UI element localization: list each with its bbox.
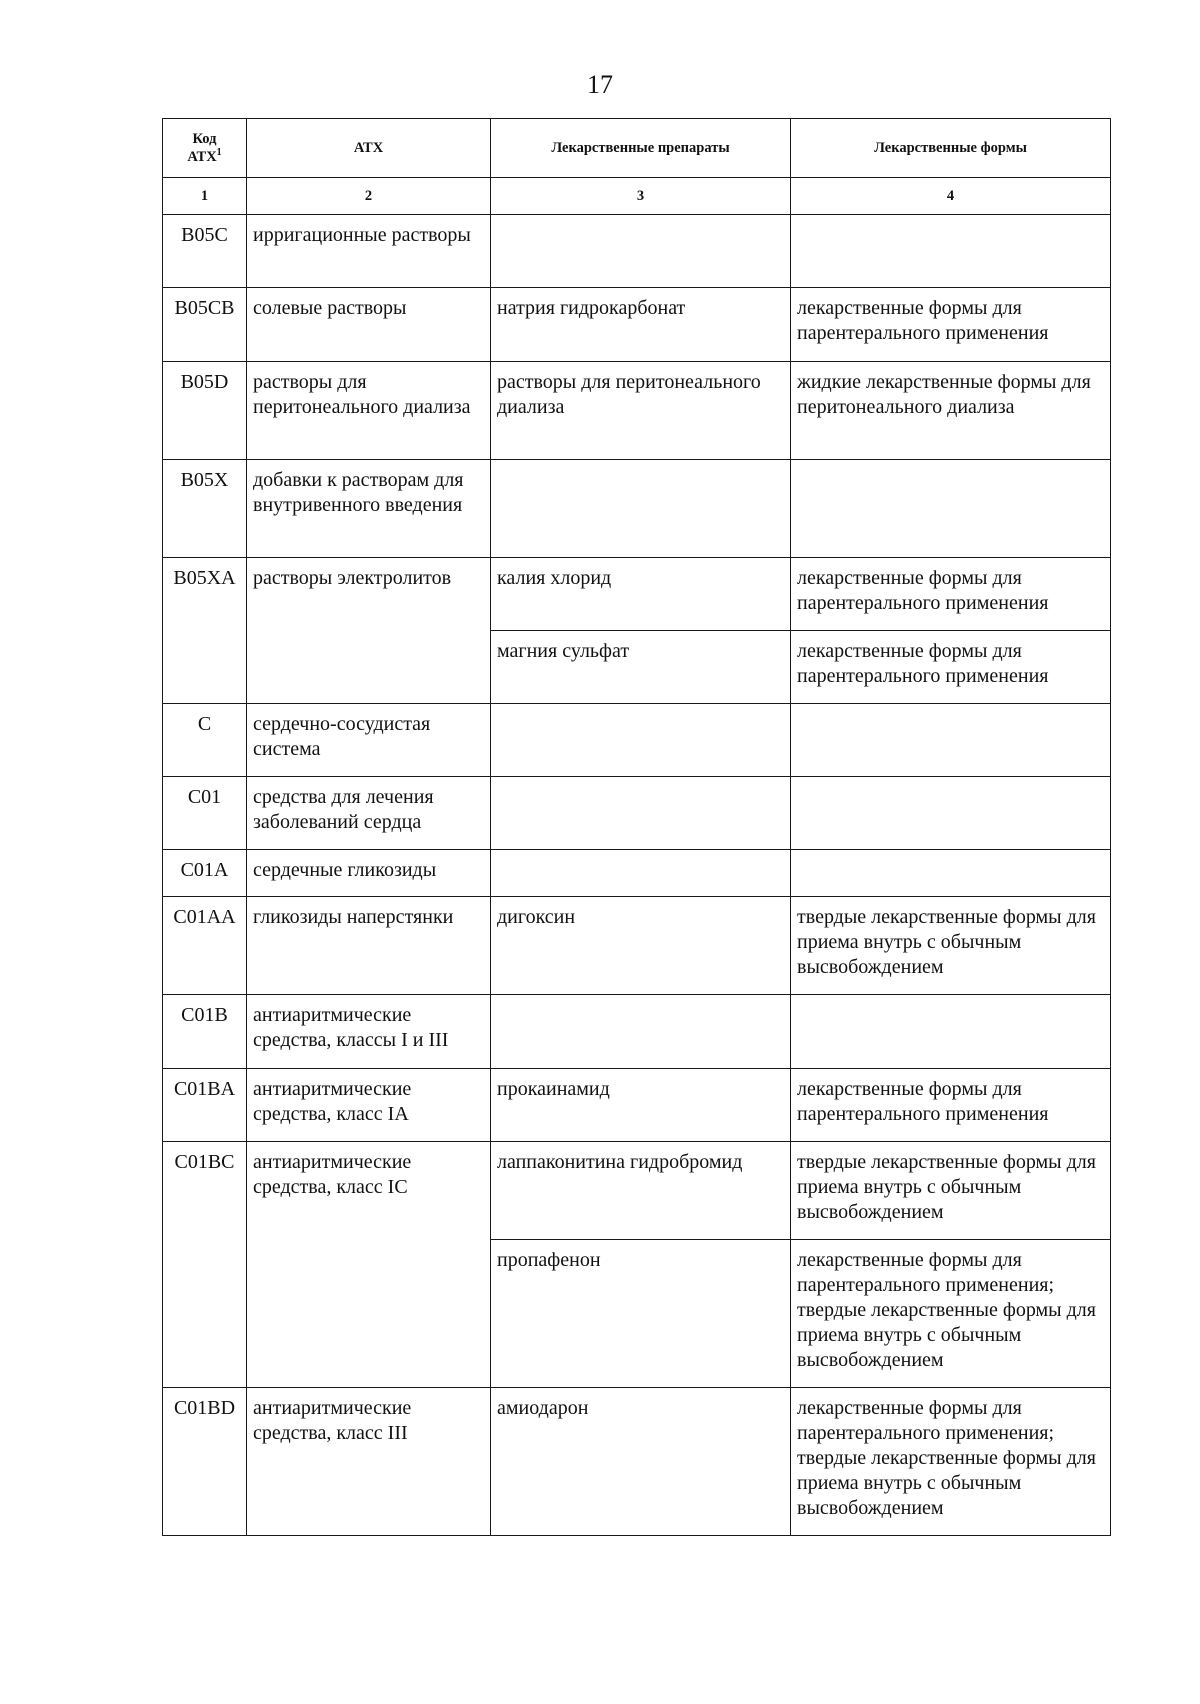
form-cell <box>791 777 1111 850</box>
column-number: 1 <box>163 178 247 215</box>
header-atc: АТХ <box>247 119 491 178</box>
table-row <box>163 850 1111 897</box>
atc-code-cell: C <box>163 704 247 777</box>
table-row <box>163 1069 1111 1142</box>
atc-code-cell: C01BA <box>163 1069 247 1142</box>
column-number: 2 <box>247 178 491 215</box>
atc-code-cell: C01B <box>163 995 247 1069</box>
form-cell: лекарственные формы для парентерального применения; твердые лекарственные формы для приема внутрь с обычным высвобождением <box>791 1388 1111 1536</box>
atc-code-cell: C01 <box>163 777 247 850</box>
drug-cell <box>491 995 791 1069</box>
drug-cell: амиодарон <box>491 1388 791 1536</box>
atc-code-cell: B05D <box>163 362 247 460</box>
form-cell: твердые лекарственные формы для приема внутрь с обычным высвобождением <box>791 1142 1111 1240</box>
form-cell: лекарственные формы для парентерального применения; твердые лекарственные формы для приема внутрь с обычным высвобождением <box>791 1240 1111 1388</box>
atc-name-cell: антиаритмические средства, класс IA <box>247 1069 491 1142</box>
atc-code-cell: C01BD <box>163 1388 247 1536</box>
atc-code-cell: B05X <box>163 460 247 558</box>
table-row <box>163 460 1111 558</box>
atc-name-cell: ирригационные растворы <box>247 215 491 288</box>
atc-table <box>162 118 1111 1536</box>
form-cell: жидкие лекарственные формы для перитонеального диализа <box>791 362 1111 460</box>
atc-code-cell: C01BC <box>163 1142 247 1388</box>
atc-name-cell: сердечно-сосудистая система <box>247 704 491 777</box>
header-atc-code: Код АТХ$^1$ <box>163 119 247 178</box>
table-row <box>163 558 1111 631</box>
drug-cell: магния сульфат <box>491 631 791 704</box>
form-cell: лекарственные формы для парентерального применения <box>791 1069 1111 1142</box>
atc-code-cell: C01AA <box>163 897 247 995</box>
drug-cell: пропафенон <box>491 1240 791 1388</box>
form-cell: лекарственные формы для парентерального применения <box>791 288 1111 362</box>
table-row <box>163 704 1111 777</box>
drug-cell <box>491 850 791 897</box>
form-cell <box>791 460 1111 558</box>
drug-cell: калия хлорид <box>491 558 791 631</box>
page-number: 17 <box>587 70 613 99</box>
table-row <box>163 215 1111 288</box>
column-number-row <box>163 178 1111 215</box>
atc-name-cell: добавки к растворам для внутривенного введения <box>247 460 491 558</box>
drug-cell <box>491 777 791 850</box>
header-drugs: Лекарственные препараты <box>491 119 791 178</box>
atc-name-cell: антиаритмические средства, класс III <box>247 1388 491 1536</box>
form-cell: лекарственные формы для парентерального применения <box>791 631 1111 704</box>
table-row <box>163 1388 1111 1536</box>
form-cell <box>791 215 1111 288</box>
atc-name-cell: сердечные гликозиды <box>247 850 491 897</box>
drug-cell <box>491 460 791 558</box>
drug-cell <box>491 704 791 777</box>
form-cell: твердые лекарственные формы для приема внутрь с обычным высвобождением <box>791 897 1111 995</box>
form-cell: лекарственные формы для парентерального применения <box>791 558 1111 631</box>
atc-name-cell: антиаритмические средства, класс IC <box>247 1142 491 1388</box>
atc-code-cell: B05XA <box>163 558 247 704</box>
column-number: 3 <box>491 178 791 215</box>
table-row <box>163 777 1111 850</box>
form-cell <box>791 850 1111 897</box>
header-forms: Лекарственные формы <box>791 119 1111 178</box>
drug-cell: дигоксин <box>491 897 791 995</box>
atc-name-cell: средства для лечения заболеваний сердца <box>247 777 491 850</box>
table-row <box>163 362 1111 460</box>
drug-cell: лаппаконитина гидробромид <box>491 1142 791 1240</box>
table-row <box>163 897 1111 995</box>
atc-name-cell: антиаритмические средства, классы I и III <box>247 995 491 1069</box>
atc-name-cell: растворы для перитонеального диализа <box>247 362 491 460</box>
column-number: 4 <box>791 178 1111 215</box>
atc-name-cell: растворы электролитов <box>247 558 491 704</box>
table-header-row <box>163 119 1111 178</box>
atc-name-cell: гликозиды наперстянки <box>247 897 491 995</box>
atc-code-cell: C01A <box>163 850 247 897</box>
atc-code-cell: B05CB <box>163 288 247 362</box>
table-row <box>163 288 1111 362</box>
drug-cell: растворы для перитонеального диализа <box>491 362 791 460</box>
drug-cell <box>491 215 791 288</box>
form-cell <box>791 704 1111 777</box>
table-row <box>163 995 1111 1069</box>
atc-code-cell: B05C <box>163 215 247 288</box>
table-row <box>163 1142 1111 1240</box>
drug-cell: прокаинамид <box>491 1069 791 1142</box>
drug-cell: натрия гидрокарбонат <box>491 288 791 362</box>
atc-name-cell: солевые растворы <box>247 288 491 362</box>
form-cell <box>791 995 1111 1069</box>
